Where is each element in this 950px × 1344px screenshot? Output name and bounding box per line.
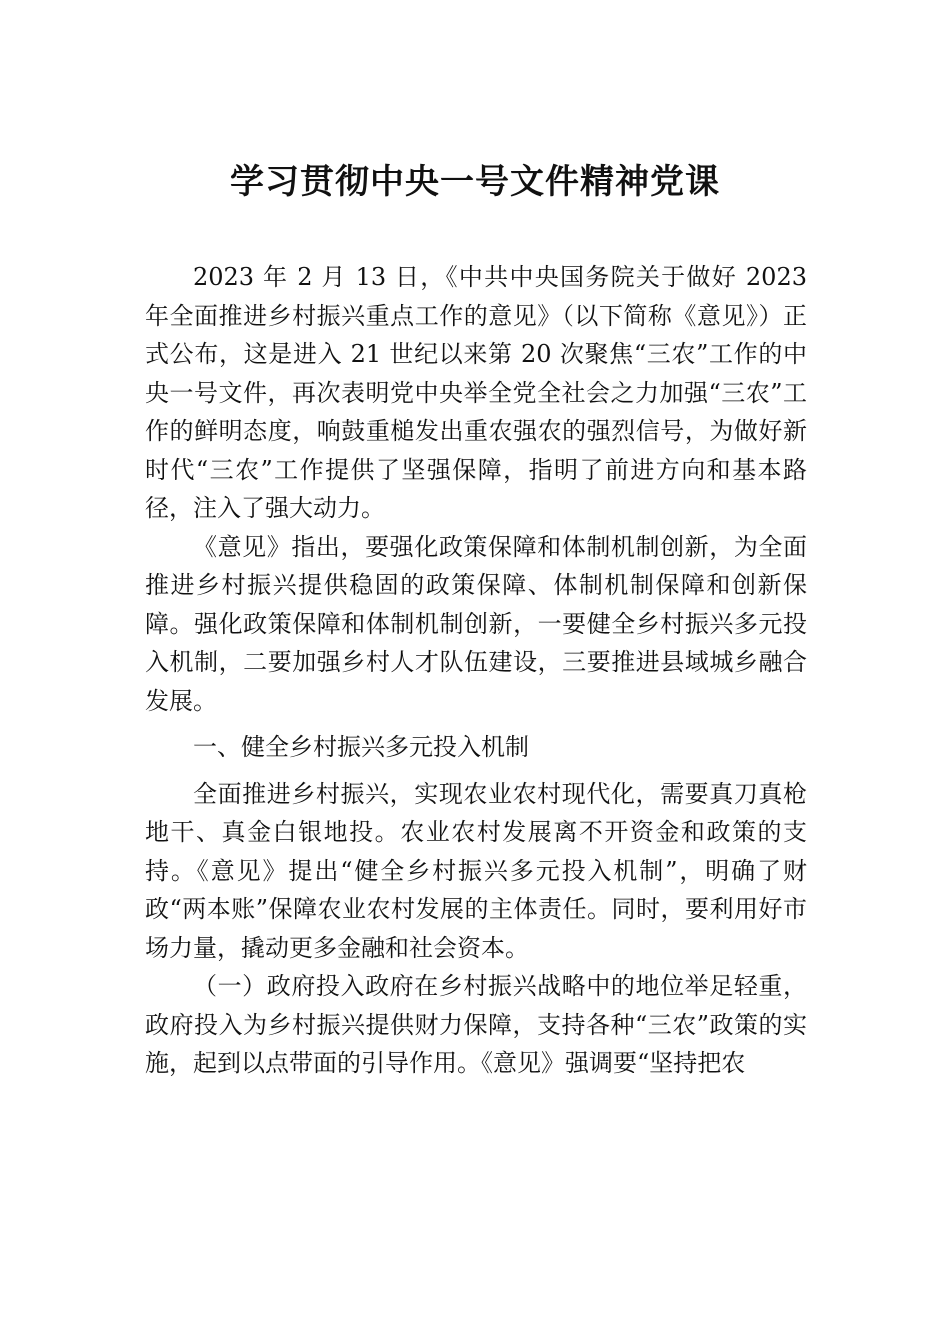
section-paragraph: 全面推进乡村振兴，实现农业农村现代化，需要真刀真枪地干、真金白银地投。农业农村发展离不开资金和政策的支持。《意见》提出“健全乡村振兴多元投入机制”，明确了财政“两本账”保障农业农村发展的主体责任。同时，要利用好市场力量，撬动更多金融和社会资本。 xyxy=(145,779,807,962)
section-heading: 一、健全乡村振兴多元投入机制 xyxy=(193,733,529,761)
document-title: 学习贯彻中央一号文件精神党课 xyxy=(230,162,720,202)
intro-paragraph: 2023 年 2 月 13 日，《中共中央国务院关于做好 2023 年全面推进乡村振兴重点工作的意见》（以下简称《意见》）正式公布，这是进入 21 世纪以来第 20 次聚焦“三农”工作的中央一号文件，再次表明党中央举全党全社会之力加强“三农”工作的鲜明态度，响鼓重槌发出重农强农的强烈信号，为做好新时代“三农”工作提供了坚强保障，指明了前进方向和基本路径，注入了强大动力。 xyxy=(145,263,807,522)
subsection-paragraph: （一）政府投入政府在乡村振兴战略中的地位举足轻重，政府投入为乡村振兴提供财力保障，支持各种“三农”政策的实施，起到以点带面的引导作用。《意见》强调要“坚持把农 xyxy=(145,972,807,1077)
summary-paragraph: 《意见》指出，要强化政策保障和体制机制创新，为全面推进乡村振兴提供稳固的政策保障、体制机制保障和创新保障。强化政策保障和体制机制创新，一要健全乡村振兴多元投入机制，二要加强乡村人才队伍建设，三要推进县域城乡融合发展。 xyxy=(145,532,807,715)
document-body xyxy=(145,258,807,1083)
